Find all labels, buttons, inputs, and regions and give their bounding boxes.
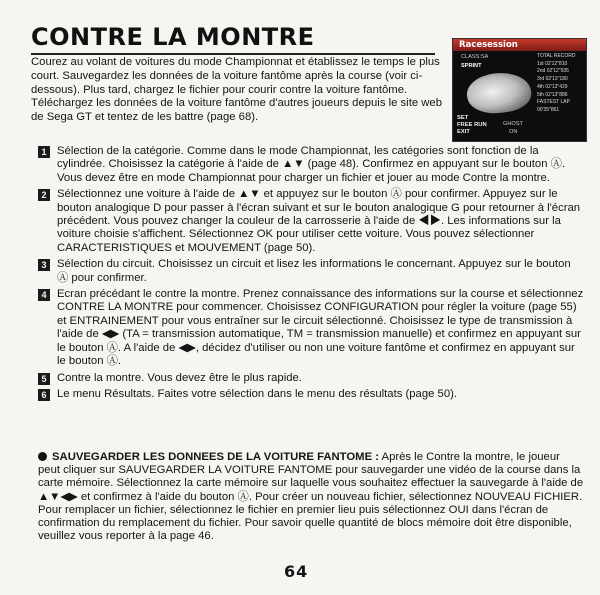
step-item [41, 371, 584, 385]
page-title: CONTRE LA MONTRE [31, 23, 315, 51]
screenshot-header: Racesession [453, 39, 587, 51]
car-image [465, 69, 534, 118]
step-text: Sélection de la catégorie. Comme dans le mode Championnat, les catégories sont fonction de la cylindrée. Choisissez la catégorie à l'aide de ▲▼ (page 48). Confirmez en appuyant sur le bouton Ⓐ. Vous devez être en mode Championnat pour charger un fichier et jouer au mode Contre la montre. [57, 145, 566, 184]
step-item [41, 145, 584, 185]
ghost-save-text: Après le Contre la montre, le joueur peut cliquer sur SAUVEGARDER LA VOITURE FANTOME pour sauvegarder une vidéo de la course dans la carte mémoire. Sélectionnez la carte mémoire sur laquelle vous souhaitez effectuer la sauvegarde à l'aide de ▲▼◀▶ et confirmez à l'aide du bouton Ⓐ. Pour créer un nouveau fichier, sélectionnez NOUVEAU FICHIER. Pour remplacer un fichier, sélectionnez le fichier en premier lieu puis sélectionnez OUI dans l'écran de confirmation du remplacement du fichier. Pour savoir quelle quantité de blocs mémoire doit être disponible, veuillez vous reporter à la page 46. [38, 451, 584, 543]
step-text: Contre la montre. Vous devez être le plus rapide. [57, 371, 302, 384]
spec-label: SPRINT [461, 63, 482, 69]
record-row: 1st 02'12"810 [537, 60, 568, 67]
step-number: 2 [38, 189, 50, 201]
total-record-label: TOTAL RECORD [537, 53, 576, 59]
step-text: Ecran précédant le contre la montre. Prenez connaissance des informations sur la course et sélectionnez CONTRE LA MONTRE pour commencer. Choisissez CONFIGURATION pour régler la voiture (page 55) et ENTRAINEMENT pour vous entraîner sur le circuit sélectionné. Choisissez le type de transmission à l'aide de ◀▶ (TA = transmission automatique, TM = transmission manuelle) et confirmez en appuyant sur le bouton Ⓐ. A l'aide de ◀▶, décidez d'utiliser ou non une voiture fantôme et confirmez en appuyant sur le bouton Ⓐ. [57, 288, 584, 368]
step-number: 6 [38, 389, 50, 401]
step-item [41, 188, 584, 255]
step-number: 5 [38, 373, 50, 385]
menu-item-free-run: FREE RUN [457, 122, 487, 128]
step-item [41, 288, 584, 368]
intro-paragraph: Courez au volant de voitures du mode Championnat et établissez le temps le plus court. Sauvegardez les données de la voiture fantôme après la course (voir ci-dessous). Plus tard, chargez le fichier pour courir contre la voiture fantôme. Téléchargez les données de la voiture fantôme d'autres joueurs depuis le site web de Sega GT et tentez de les battre (page 68). [31, 56, 442, 124]
menu-item-set: SET [457, 115, 469, 121]
fastest-lap-label: FASTEST LAP [537, 99, 570, 106]
step-item [41, 387, 584, 401]
class-label: CLASS:SA [461, 54, 489, 60]
step-text: Sélection du circuit. Choisissez un circuit et lisez les informations le concernant. Appuyez sur le bouton Ⓐ pour confirmer. [57, 258, 571, 284]
record-row: 4th 02'13"429 [537, 83, 568, 90]
ghost-on-label: ON [509, 129, 518, 135]
title-underline [31, 53, 435, 55]
ghost-save-section [38, 451, 584, 543]
step-text: Le menu Résultats. Faites votre sélection dans le menu des résultats (page 50). [57, 387, 457, 400]
record-row: 3rd 02'13"180 [537, 76, 568, 83]
step-text: Sélectionnez une voiture à l'aide de ▲▼ et appuyez sur le bouton Ⓐ pour confirmer. Appuyez sur le bouton analogique D pour passer à l'écran suivant et sur le bouton analogique G pour retourner à l'écran précédent. Vous pouvez changer la couleur de la carrosserie à l'aide de ◀▶. Les informations sur la voiture choisie s'affichent. Sélectionnez OK pour utiliser cette voiture. Vous pouvez sélectionner CARACTERISTIQUES et MOUVEMENT (page 50). [57, 188, 581, 254]
ghost-save-heading: SAUVEGARDER LES DONNEES DE LA VOITURE FANTOME : [52, 451, 380, 463]
step-number: 1 [38, 146, 50, 158]
record-row: 5th 02'13"886 [537, 91, 568, 98]
step-number: 3 [38, 259, 50, 271]
fastest-lap-time: 00'35"861 [537, 106, 560, 113]
record-table [537, 53, 585, 139]
bullet-icon [38, 452, 47, 461]
record-row: 2nd 02'12"935 [537, 68, 569, 75]
ghost-label: GHOST [503, 121, 523, 127]
race-session-screenshot [452, 38, 587, 142]
menu-item-exit: EXIT [457, 129, 470, 135]
steps-list [41, 145, 584, 404]
step-item [41, 258, 584, 285]
page-number: 64 [284, 562, 309, 581]
step-number: 4 [38, 289, 50, 301]
